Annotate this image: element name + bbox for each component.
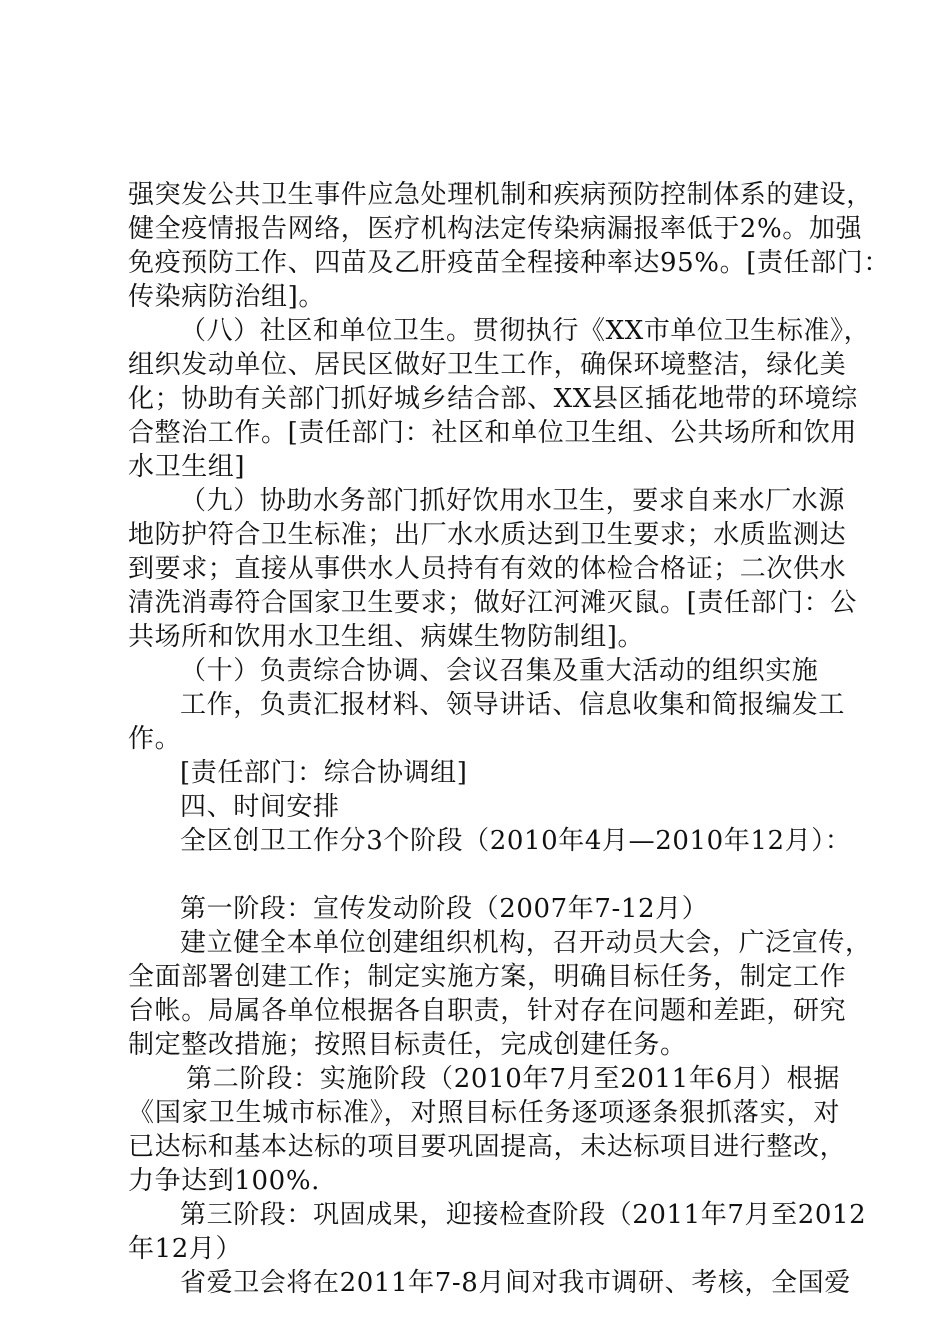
- body-line: （八）社区和单位卫生。贯彻执行《XX市单位卫生标准》，: [180, 316, 871, 346]
- body-line: 地防护符合卫生标准；出厂水水质达到卫生要求；水质监测达: [128, 520, 847, 550]
- body-line: 清洗消毒符合国家卫生要求；做好江河滩灭鼠。[责任部门：公: [128, 588, 857, 618]
- body-line: （九）协助水务部门抓好饮用水卫生，要求自来水厂水源: [180, 486, 846, 516]
- body-line: 工作，负责汇报材料、领导讲话、信息收集和简报编发工: [180, 690, 846, 720]
- body-line: 制定整改措施；按照目标责任，完成创建任务。: [128, 1030, 687, 1060]
- body-line: 作。: [128, 724, 182, 754]
- body-line: 合整治工作。[责任部门：社区和单位卫生组、公共场所和饮用: [128, 418, 857, 448]
- stage-heading: 第三阶段：巩固成果，迎接检查阶段（2011年7月至2012: [180, 1200, 867, 1230]
- body-line: 全面部署创建工作；制定实施方案，明确目标任务，制定工作: [128, 962, 847, 992]
- body-line: 强突发公共卫生事件应急处理机制和疾病预防控制体系的建设，: [128, 180, 873, 210]
- stage-heading: 第二阶段：实施阶段（2010年7月至2011年6月）根据: [186, 1064, 840, 1094]
- body-line: [责任部门：综合协调组]: [180, 758, 468, 788]
- body-line: 健全疫情报告网络，医疗机构法定传染病漏报率低于2%。加强: [128, 214, 863, 244]
- body-line: 年12月）: [128, 1234, 243, 1264]
- body-line: 免疫预防工作、四苗及乙肝疫苗全程接种率达95%。[责任部门：: [128, 248, 890, 278]
- body-line: 力争达到100%.: [128, 1166, 320, 1196]
- body-line: 到要求；直接从事供水人员持有有效的体检合格证；二次供水: [128, 554, 847, 584]
- body-line: 传染病防治组]。: [128, 282, 325, 312]
- body-line: 组织发动单位、居民区做好卫生工作，确保环境整洁，绿化美: [128, 350, 847, 380]
- body-line: 化；协助有关部门抓好城乡结合部、XX县区插花地带的环境综: [128, 384, 858, 414]
- body-line: 已达标和基本达标的项目要巩固提高，未达标项目进行整改，: [128, 1132, 847, 1162]
- body-line: 《国家卫生城市标准》，对照目标任务逐项逐条狠抓落实，对: [128, 1098, 840, 1128]
- body-line: 全区创卫工作分3个阶段（2010年4月—2010年12月）：: [180, 826, 852, 856]
- body-line: 省爱卫会将在2011年7-8月间对我市调研、考核，全国爱: [180, 1268, 851, 1298]
- body-line: 台帐。局属各单位根据各自职责，针对存在问题和差距，研究: [128, 996, 847, 1026]
- stage-heading: 第一阶段：宣传发动阶段（2007年7-12月）: [180, 894, 709, 924]
- body-line: 水卫生组]: [128, 452, 246, 482]
- body-line: 共场所和饮用水卫生组、病媒生物防制组]。: [128, 622, 645, 652]
- body-line: （十）负责综合协调、会议召集及重大活动的组织实施: [180, 656, 819, 686]
- section-heading: 四、时间安排: [180, 792, 340, 822]
- body-line: 建立健全本单位创建组织机构，召开动员大会，广泛宣传，: [180, 928, 872, 958]
